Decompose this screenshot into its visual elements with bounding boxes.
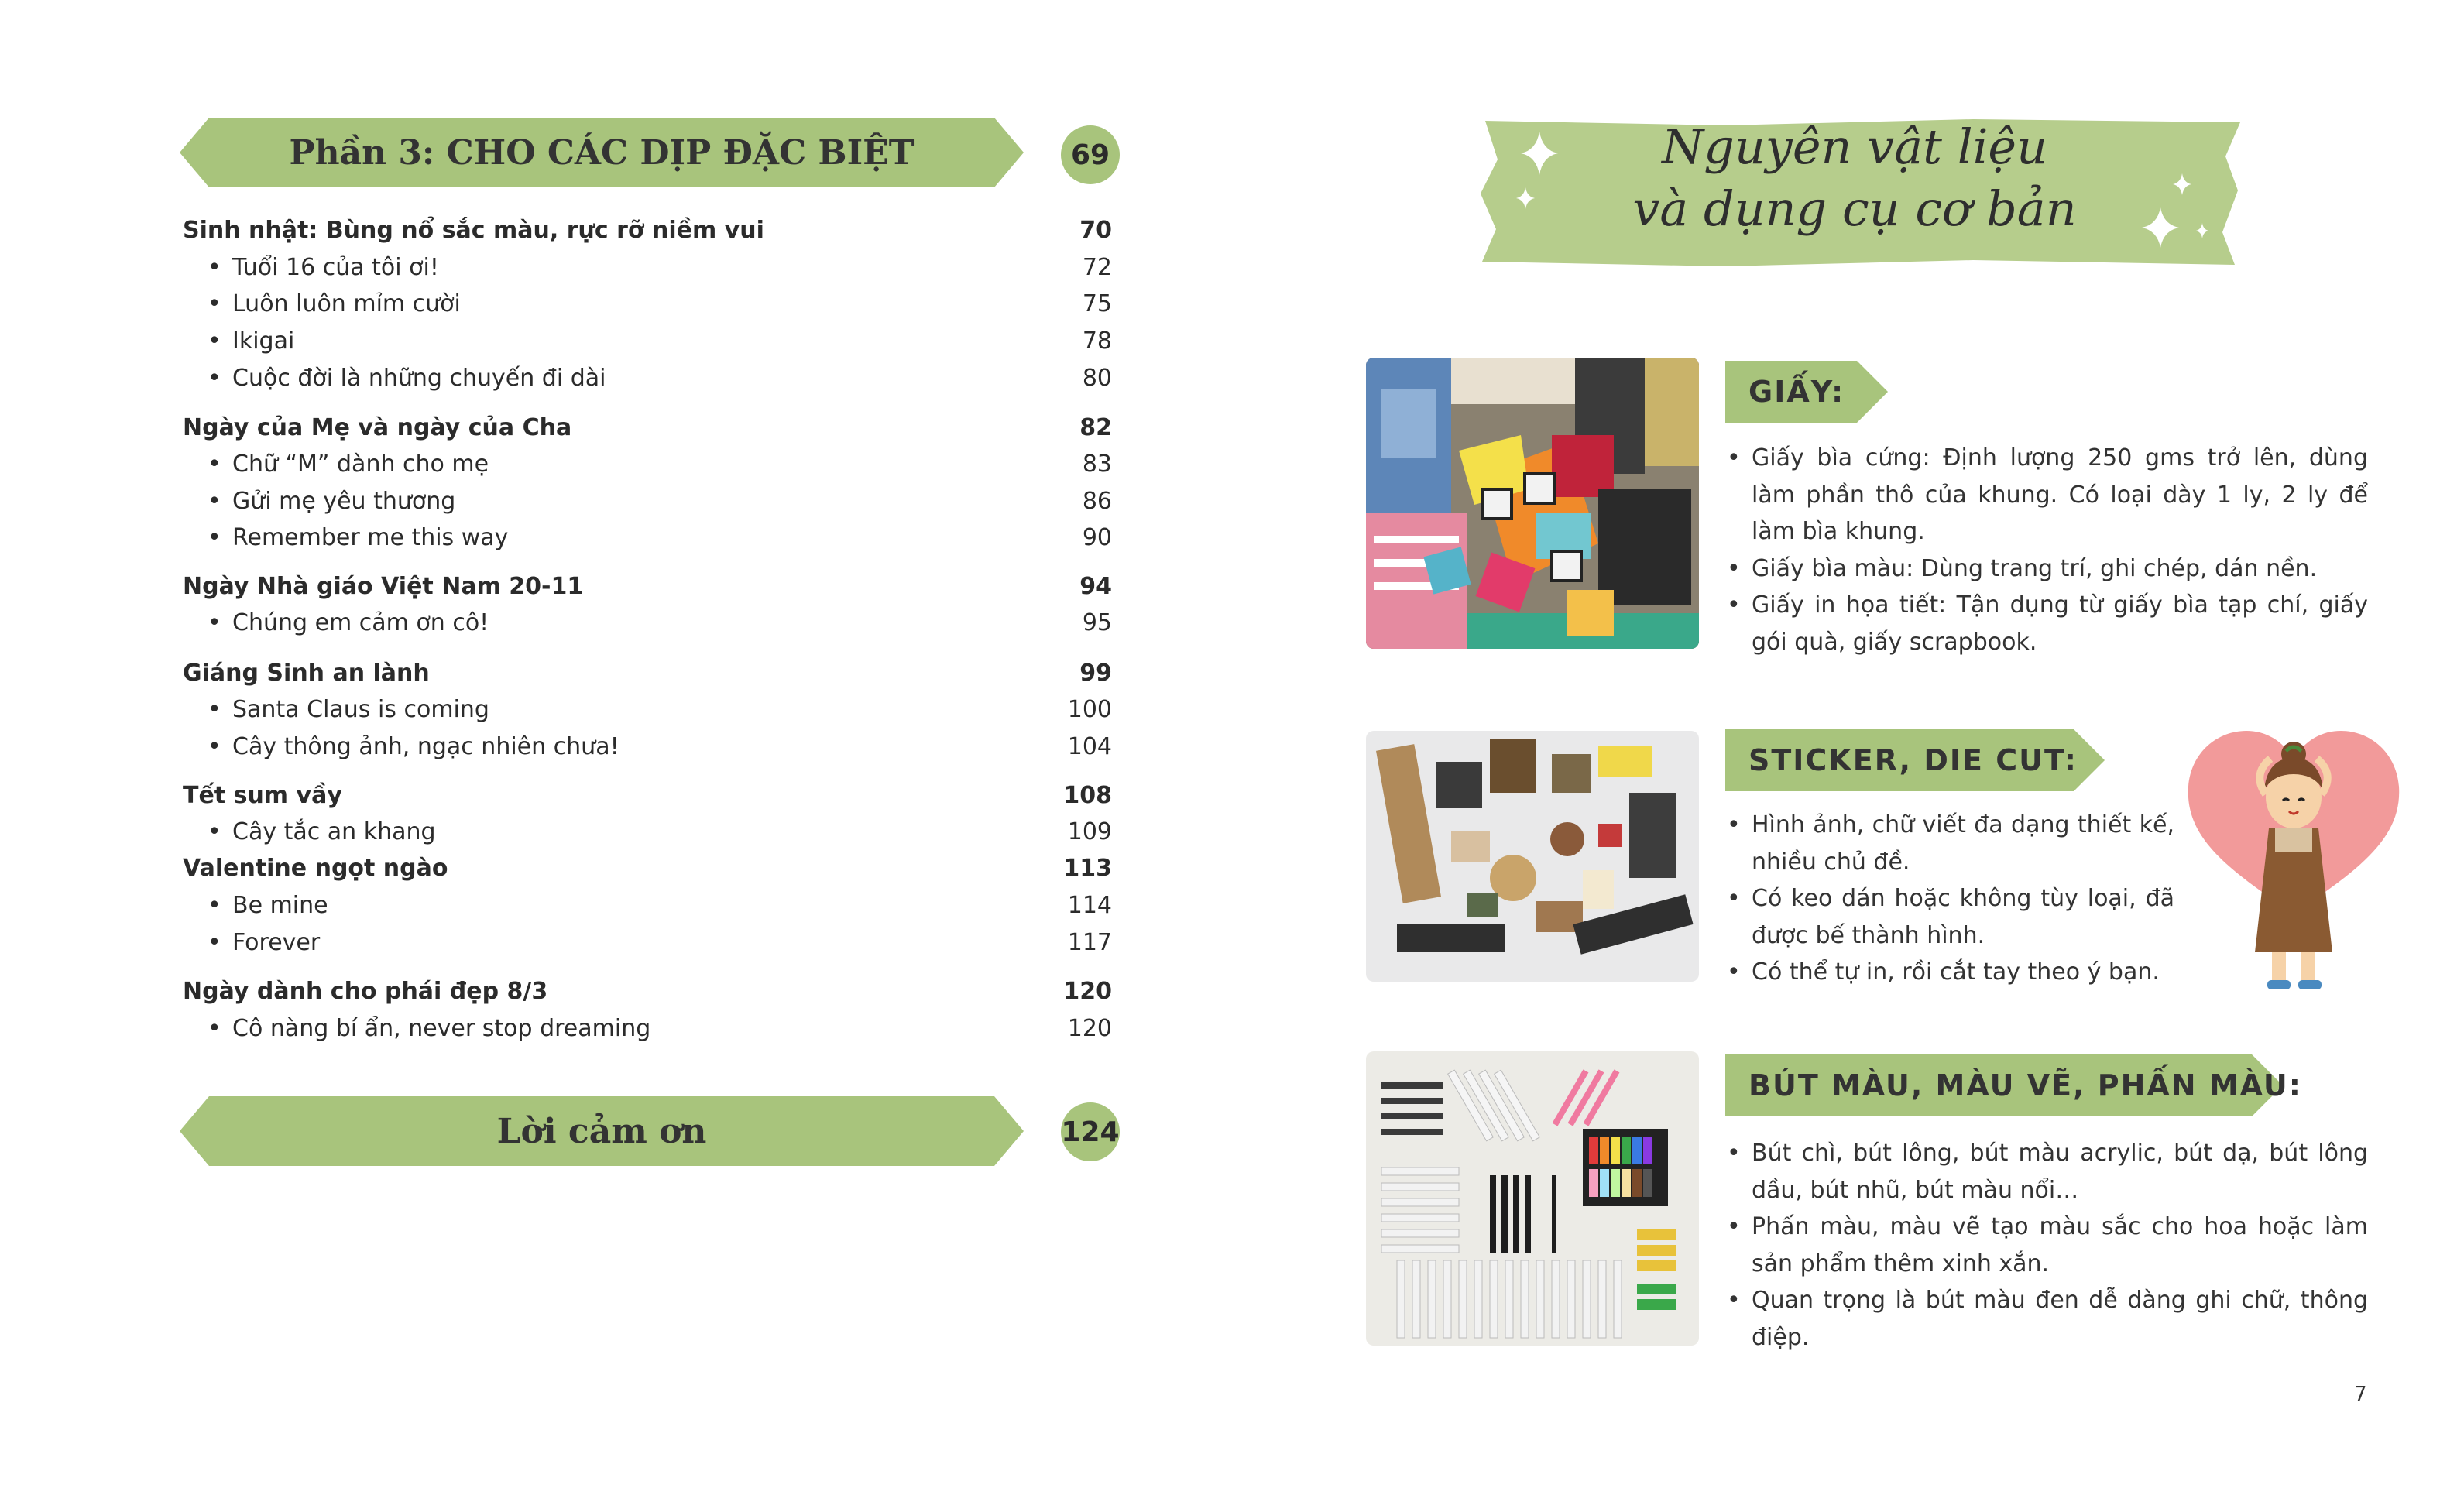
list-item: • Quan trọng là bút màu đen dễ dàng ghi chữ, thông điệp. [1725, 1282, 2368, 1356]
list-item: • Giấy bìa cứng: Định lượng 250 gms trở lên, dùng làm phần thô của khung. Có loại dày 1 ly, 2 ly để làm bìa khung. [1725, 440, 2368, 550]
toc-entry[interactable]: Valentine ngọt ngào 113 [183, 855, 1112, 882]
toc-entry[interactable]: • Santa Claus is coming 100 [183, 693, 1112, 727]
toc-entry[interactable]: Ngày Nhà giáo Việt Nam 20-11 94 [183, 573, 1112, 600]
list-item: • Có thể tự in, rồi cắt tay theo ý bạn. [1725, 954, 2174, 991]
toc-entry[interactable]: Tết sum vầy 108 [183, 782, 1112, 809]
paper-collage-illustration [1366, 358, 1699, 649]
sticker-photo [1366, 731, 1699, 982]
sticker-collage-illustration [1366, 731, 1699, 982]
toc-entry[interactable]: Giáng Sinh an lành 99 [183, 660, 1112, 687]
toc-entry[interactable]: • Cuộc đời là những chuyến đi dài 80 [183, 362, 1112, 396]
pens-tag-label: BÚT MÀU, MÀU VẼ, PHẤN MÀU: [1748, 1068, 2302, 1102]
paper-photo [1366, 358, 1699, 649]
toc-entry[interactable]: • Tuổi 16 của tôi ơi! 72 [183, 251, 1112, 285]
list-item: • Phấn màu, màu vẽ tạo màu sắc cho hoa hoặc làm sản phẩm thêm xinh xắn. [1725, 1209, 2368, 1282]
section-title: Phần 3: CHO CÁC DỊP ĐẶC BIỆT [289, 132, 915, 173]
paper-list [1725, 440, 2368, 660]
toc-entry[interactable]: • Ikigai 78 [183, 324, 1112, 358]
thanks-banner [180, 1096, 1024, 1166]
pens-photo [1366, 1051, 1699, 1346]
section-banner [180, 118, 1024, 187]
list-item: • Bút chì, bút lông, bút màu acrylic, bút dạ, bút lông dầu, bút nhũ, bút màu nổi… [1725, 1135, 2368, 1209]
toc-entry[interactable]: • Cây tắc an khang 109 [183, 815, 1112, 849]
section-page-badge: 69 [1061, 125, 1120, 184]
pens-list [1725, 1135, 2368, 1356]
page-number: 7 [2354, 1383, 2367, 1406]
list-item: • Giấy in họa tiết: Tận dụng từ giấy bìa tạp chí, giấy gói quà, giấy scrapbook. [1725, 587, 2368, 660]
toc-entry[interactable]: Sinh nhật: Bùng nổ sắc màu, rực rỡ niềm vui 70 [183, 217, 1112, 244]
toc-entry[interactable]: Ngày của Mẹ và ngày của Cha 82 [183, 414, 1112, 441]
list-item: • Có keo dán hoặc không tùy loại, đã được bế thành hình. [1725, 880, 2174, 954]
toc-entry[interactable]: • Remember me this way 90 [183, 521, 1112, 555]
toc-entry[interactable]: • Luôn luôn mỉm cười 75 [183, 287, 1112, 321]
girl-heart-illustration [2177, 720, 2410, 999]
toc-entry[interactable]: • Chữ “M” dành cho mẹ 83 [183, 447, 1112, 482]
list-item: • Giấy bìa màu: Dùng trang trí, ghi chép, dán nền. [1725, 550, 2368, 588]
thanks-title: Lời cảm ơn [496, 1111, 707, 1151]
sticker-tag-label: STICKER, DIE CUT: [1748, 743, 2078, 777]
toc-entry[interactable]: • Forever 117 [183, 926, 1112, 960]
pens-collage-illustration [1366, 1051, 1699, 1346]
list-item: • Hình ảnh, chữ viết đa dạng thiết kế, nhiều chủ đề. [1725, 807, 2174, 880]
paper-tag-label: GIẤY: [1748, 375, 1845, 409]
toc-entry[interactable]: Ngày dành cho phái đẹp 8/3 120 [183, 978, 1112, 1005]
toc-entry[interactable]: • Chúng em cảm ơn cô! 95 [183, 606, 1112, 640]
toc-entry[interactable]: • Cây thông ảnh, ngạc nhiên chưa! 104 [183, 730, 1112, 764]
toc-entry[interactable]: • Gửi mẹ yêu thương 86 [183, 485, 1112, 519]
sticker-list [1725, 807, 2174, 991]
toc-entry[interactable]: • Cô nàng bí ẩn, never stop dreaming 120 [183, 1012, 1112, 1046]
materials-title: Nguyên vật liệu và dụng cụ cơ bản [1632, 118, 2077, 237]
toc-entry[interactable]: • Be mine 114 [183, 889, 1112, 923]
thanks-page-badge: 124 [1061, 1102, 1120, 1161]
